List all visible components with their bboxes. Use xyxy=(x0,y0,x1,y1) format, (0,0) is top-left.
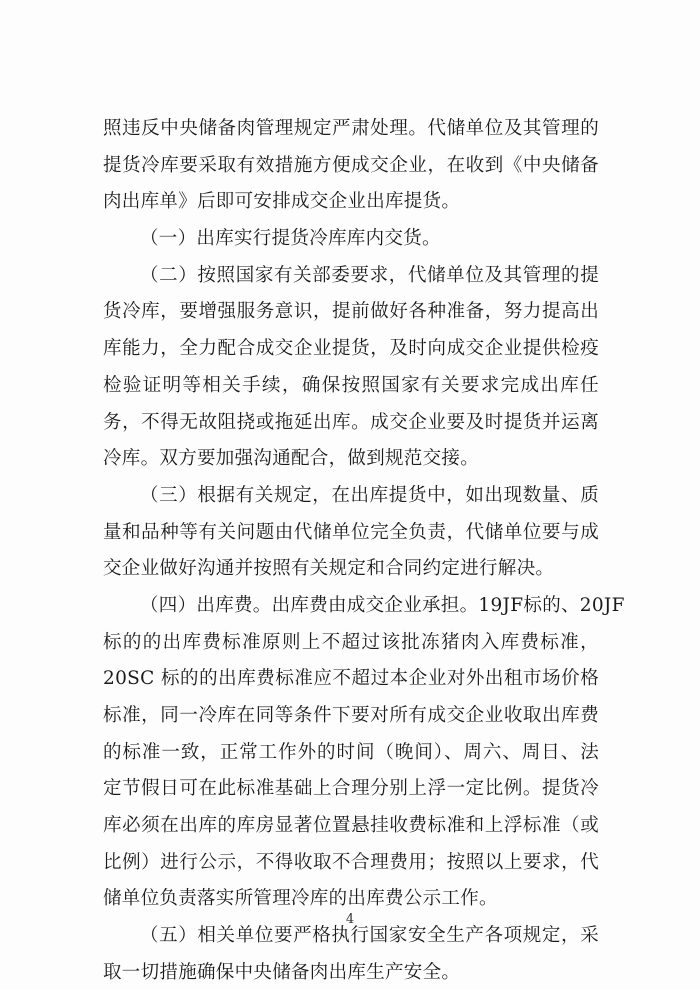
text-line: （三）根据有关规定，在出库提货中，如出现数量、质 xyxy=(140,484,599,506)
text-line: （二）按照国家有关部委要求，代储单位及其管理的提 xyxy=(140,264,599,286)
document-body xyxy=(103,111,625,992)
paragraph-item-2 xyxy=(103,258,599,478)
text-line: 标的的出库费标准原则上不超过该批冻猪肉入库费标准， xyxy=(103,631,599,653)
page-number: 4 xyxy=(345,912,355,927)
text-line: 库能力，全力配合成交企业提货，及时向成交企业提供检疫 xyxy=(103,338,599,360)
text-line: 标准，同一冷库在同等条件下要对所有成交企业收取出库费 xyxy=(103,705,599,726)
paragraph-item-4 xyxy=(103,588,625,918)
text-line: 取一切措施确保中央储备肉出库生产安全。 xyxy=(103,961,461,983)
paragraph-item-1 xyxy=(103,221,599,258)
text-line: 提货冷库要采取有效措施方便成交企业，在收到《中央储备 xyxy=(103,154,599,176)
text-line: 的标准一致，正常工作外的时间（晚间）、周六、周日、法 xyxy=(103,741,599,763)
paragraph-item-5 xyxy=(103,918,599,991)
text-line: 货冷库，要增强服务意识，提前做好各种准备，努力提高出 xyxy=(103,301,599,323)
text-line: 比例）进行公示，不得收取不合理费用；按照以上要求，代 xyxy=(103,851,599,873)
text-line: 储单位负责落实所管理冷库的出库费公示工作。 xyxy=(103,888,498,910)
text-line: 肉出库单》后即可安排成交企业出库提货。 xyxy=(103,191,461,213)
paragraph-intro xyxy=(103,111,599,221)
text-line: 库必须在出库的库房显著位置悬挂收费标准和上浮标准（或 xyxy=(103,815,599,837)
text-line: 务，不得无故阻挠或拖延出库。成交企业要及时提货并运离 xyxy=(103,411,599,433)
text-line: 冷库。双方要加强沟通配合，做到规范交接。 xyxy=(103,448,480,470)
paragraph-item-3 xyxy=(103,478,599,588)
text-line: （四）出库费。出库费由成交企业承担。19JF标的、20JF xyxy=(140,594,625,616)
text-line: （一）出库实行提货冷库库内交货。 xyxy=(140,228,441,250)
text-line: 检验证明等相关手续，确保按照国家有关要求完成出库任 xyxy=(103,374,599,396)
text-line: 交企业做好沟通并按照有关规定和合同约定进行解决。 xyxy=(103,558,555,580)
text-line: （五）相关单位要严格执行国家安全生产各项规定，采 xyxy=(140,925,599,947)
text-line: 量和品种等有关问题由代储单位完全负责，代储单位要与成 xyxy=(103,521,599,543)
text-line: 20SC 标的的出库费标准应不超过本企业对外出租市场价格 xyxy=(103,668,599,690)
text-line: 照违反中央储备肉管理规定严肃处理。代储单位及其管理的 xyxy=(103,118,599,139)
text-line: 定节假日可在此标准基础上合理分别上浮一定比例。提货冷 xyxy=(103,778,599,800)
